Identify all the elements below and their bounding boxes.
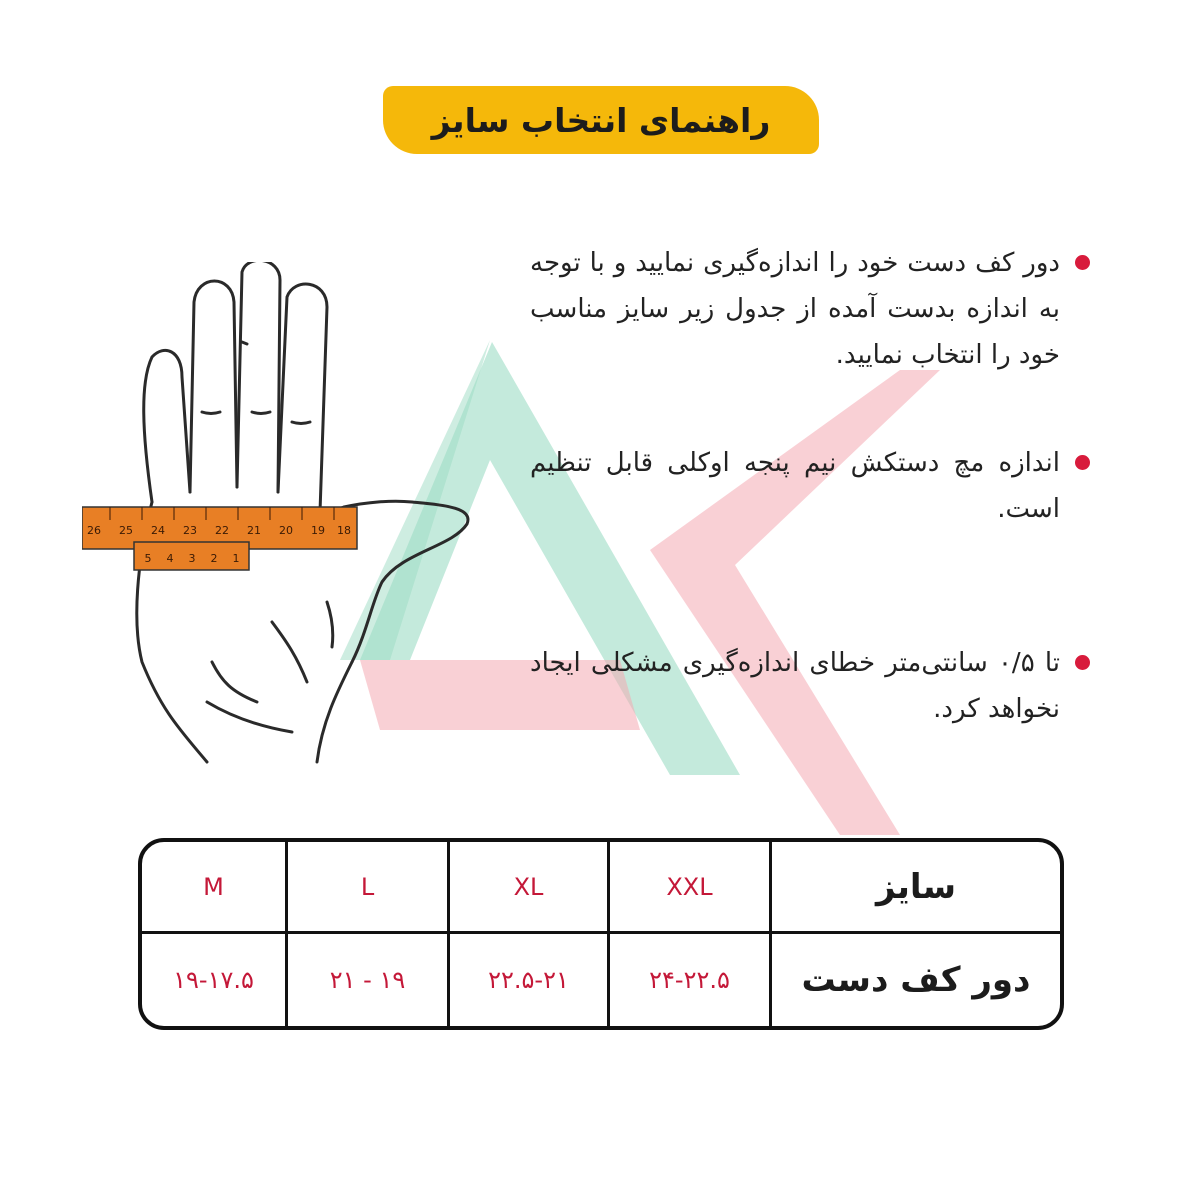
list-item [530,440,1090,532]
list-item [530,640,1090,732]
size-cell-xxl: XXL [610,842,772,934]
size-chart-table [138,838,1064,1030]
instruction-text: دور کف دست خود را اندازه‌گیری نمایید و با توجه به اندازه بدست آمده از جدول زیر سایز مناسب خود را انتخاب نمایید. [530,248,1060,370]
bullet-dot-icon [1075,455,1090,470]
range-cell-m: ۱۹-۱۷.۵ [142,934,288,1026]
tape-tick-label: 19 [311,524,325,537]
tape-tick-label: 22 [215,524,229,537]
bullet-dot-icon [1075,655,1090,670]
list-item [530,240,1090,378]
size-cell-xl: XL [450,842,610,934]
hand-measuring-icon [82,262,482,777]
tape-tick-label: 23 [183,524,197,537]
tape-tick-label: 25 [119,524,133,537]
instruction-text: اندازه مچ دستکش نیم پنجه اوکلی قابل تنظیم است. [530,448,1060,524]
bullet-dot-icon [1075,255,1090,270]
tape-tick-label: 26 [87,524,101,537]
tape-tick-label: 2 [210,552,218,565]
tape-tick-label: 5 [144,552,152,565]
range-cell-xl: ۲۲.۵-۲۱ [450,934,610,1026]
tape-tick-label: 3 [188,552,196,565]
tape-tick-label: 4 [166,552,174,565]
tape-tick-label: 21 [247,524,261,537]
tape-tick-label: 1 [232,552,240,565]
tape-tick-label: 24 [151,524,165,537]
size-cell-l: L [288,842,450,934]
tape-tick-label: 20 [279,524,293,537]
range-cell-xxl: ۲۴-۲۲.۵ [610,934,772,1026]
tape-tick-label: 18 [337,524,351,537]
page-title: راهنمای انتخاب سایز [383,86,819,154]
instruction-text: تا ۰/۵ سانتی‌متر خطای اندازه‌گیری مشکلی ایجاد نخواهد کرد. [530,648,1060,724]
range-cell-l: ۲۱ - ۱۹ [288,934,450,1026]
row-header-size: سایز [772,842,1060,934]
row-header-palm-circumference: دور کف دست [801,960,1031,1000]
size-cell-m: M [142,842,288,934]
